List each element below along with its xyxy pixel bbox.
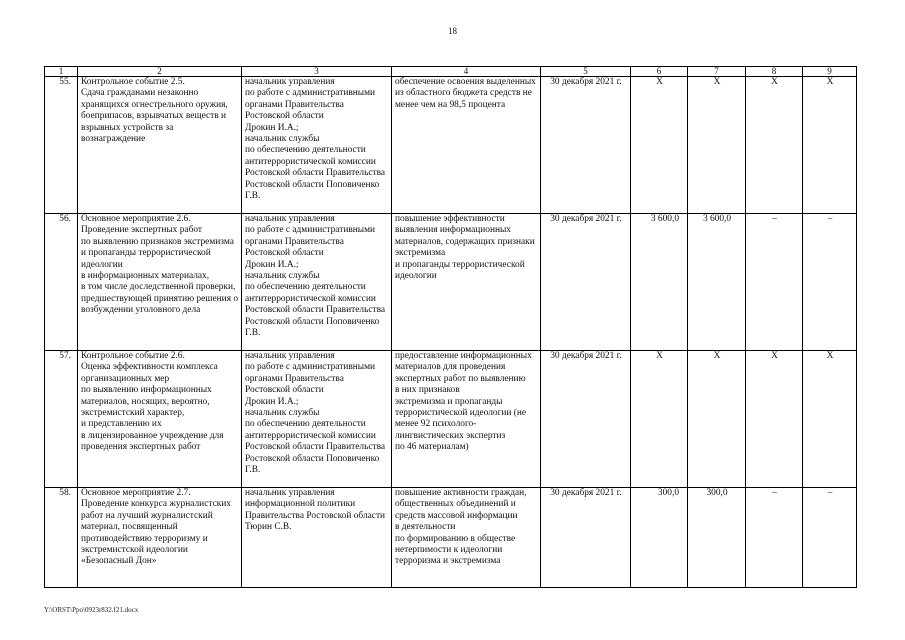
value-cell: –: [803, 214, 857, 351]
responsible-cell: начальник управления по работе с административными органами Правительства Ростовской области Дрокин И.А.; начальник службы по обеспечению деятельности антитеррористической комиссии Ростовской области Правительства Ростовской области Поповиченко Г.В.: [242, 351, 392, 488]
value-cell: Х: [803, 351, 857, 488]
event-cell: Контрольное событие 2.6. Оценка эффективности комплекса организационных мер по выявлению информационных материалов, носящих, вероятно, экстремистский характер, и представлению их в лицензированное учреждение для проведения экспертных работ: [78, 351, 242, 488]
table-row: [45, 351, 857, 488]
result-cell: предоставление информационных материалов для проведения экспертных работ по выявлению в них признаков экстремизма и пропаганды террористической идеологии (не менее 92 психолого-лингвистических экспертиз по 46 материалам): [392, 351, 541, 488]
event-cell: Основное мероприятие 2.6. Проведение экспертных работ по выявлению признаков экстремизма и пропаганды террористической идеологии в информационных материалах, в том числе доследственной проверки, предшествующей принятию решения о возбуждении уголовного дела: [78, 214, 242, 351]
value-cell: Х: [803, 77, 857, 214]
date-cell: 30 декабря 2021 г.: [541, 77, 631, 214]
row-number: 55.: [45, 77, 78, 214]
table-row: [45, 214, 857, 351]
date-cell: 30 декабря 2021 г.: [541, 214, 631, 351]
page-number: 18: [448, 26, 457, 36]
result-cell: повышение активности граждан, общественных объединений и средств массовой информации в деятельности по формированию в обществе нетерпимости к идеологии терроризма и экстремизма: [392, 488, 541, 588]
value-cell: 300,0: [631, 488, 688, 588]
row-number: 57.: [45, 351, 78, 488]
value-cell: Х: [746, 77, 803, 214]
date-cell: 30 декабря 2021 г.: [541, 351, 631, 488]
responsible-cell: начальник управления по работе с административными органами Правительства Ростовской области Дрокин И.А.; начальник службы по обеспечению деятельности антитеррористической комиссии Ростовской области Правительства Ростовской области Поповиченко Г.В.: [242, 214, 392, 351]
value-cell: –: [803, 488, 857, 588]
column-header: 2: [78, 67, 242, 77]
column-header: 9: [803, 67, 857, 77]
column-header: 5: [541, 67, 631, 77]
file-path-footer: Y:\ORST\Ppo\0923r832.f21.docx: [44, 606, 139, 614]
result-cell: повышение эффективности выявления информационных материалов, содержащих признаки экстремизма и пропаганды террористической идеологии: [392, 214, 541, 351]
row-number: 56.: [45, 214, 78, 351]
column-header: 3: [242, 67, 392, 77]
responsible-cell: начальник управления по работе с административными органами Правительства Ростовской области Дрокин И.А.; начальник службы по обеспечению деятельности антитеррористической комиссии Ростовской области Правительства Ростовской области Поповиченко Г.В.: [242, 77, 392, 214]
column-header: 1: [45, 67, 78, 77]
event-cell: Основное мероприятие 2.7. Проведение конкурса журналистских работ на лучший журналистский материал, посвященный противодействию терроризму и экстремистской идеологии «Безопасный Дон»: [78, 488, 242, 588]
event-cell: Контрольное событие 2.5. Сдача гражданами незаконно хранящихся огнестрельного оружия, боеприпасов, взрывчатых веществ и взрывных устройств за вознаграждение: [78, 77, 242, 214]
value-cell: –: [746, 488, 803, 588]
column-header: 6: [631, 67, 688, 77]
value-cell: –: [746, 214, 803, 351]
value-cell: 3 600,0: [631, 214, 688, 351]
column-header: 7: [688, 67, 746, 77]
program-table: [44, 66, 857, 588]
row-number: 58.: [45, 488, 78, 588]
value-cell: 3 600,0: [688, 214, 746, 351]
value-cell: Х: [688, 77, 746, 214]
value-cell: Х: [631, 77, 688, 214]
value-cell: Х: [746, 351, 803, 488]
value-cell: Х: [631, 351, 688, 488]
column-header: 8: [746, 67, 803, 77]
table-row: [45, 488, 857, 588]
header-row: [45, 67, 857, 77]
value-cell: 300,0: [688, 488, 746, 588]
value-cell: Х: [688, 351, 746, 488]
responsible-cell: начальник управления информационной политики Правительства Ростовской области Тюрин С.В.: [242, 488, 392, 588]
date-cell: 30 декабря 2021 г.: [541, 488, 631, 588]
result-cell: обеспечение освоения выделенных из областного бюджета средств не менее чем на 98,5 процента: [392, 77, 541, 214]
column-header: 4: [392, 67, 541, 77]
table-row: [45, 77, 857, 214]
